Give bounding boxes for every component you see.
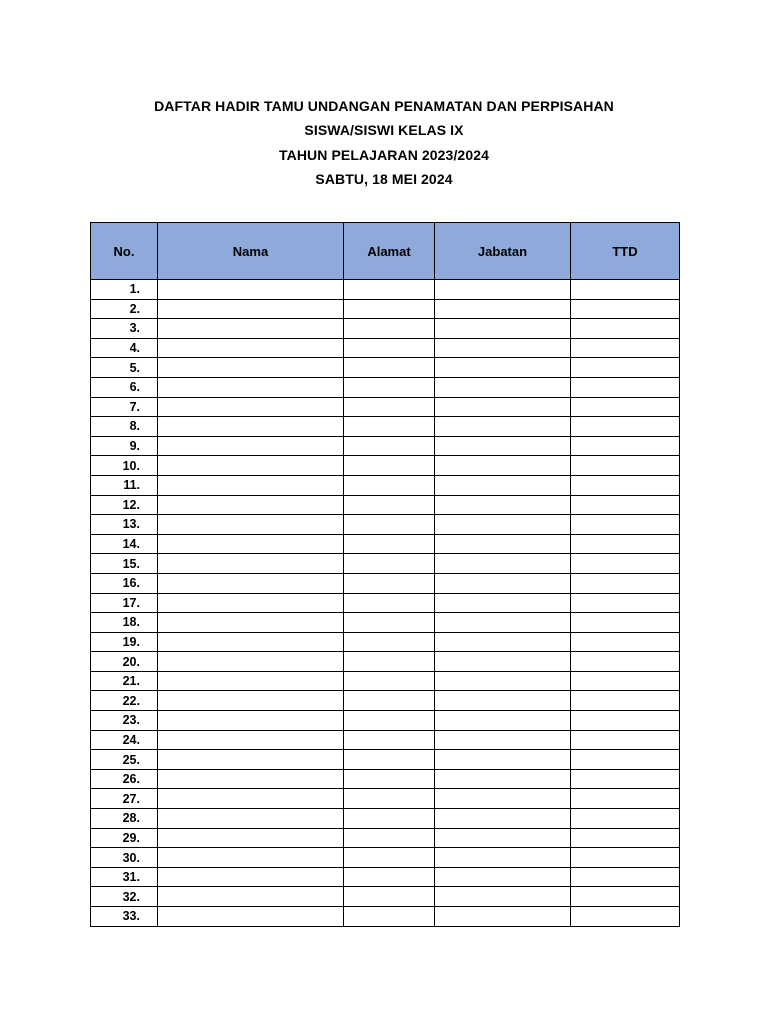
cell-nama[interactable] — [158, 632, 344, 652]
header-nama: Nama — [158, 223, 344, 280]
table-row — [91, 319, 680, 339]
cell-nama[interactable] — [158, 730, 344, 750]
cell-nama[interactable] — [158, 495, 344, 515]
cell-no: 12. — [91, 495, 158, 515]
table-row — [91, 789, 680, 809]
cell-jabatan[interactable] — [435, 495, 571, 515]
cell-alamat[interactable] — [344, 554, 435, 574]
cell-no: 26. — [91, 769, 158, 789]
cell-alamat[interactable] — [344, 319, 435, 339]
cell-no: 32. — [91, 887, 158, 907]
cell-jabatan[interactable] — [435, 417, 571, 437]
cell-alamat[interactable] — [344, 907, 435, 927]
header-row — [91, 223, 680, 280]
cell-no: 30. — [91, 848, 158, 868]
cell-ttd[interactable] — [571, 495, 680, 515]
cell-nama[interactable] — [158, 280, 344, 300]
cell-ttd[interactable] — [571, 809, 680, 829]
cell-no: 25. — [91, 750, 158, 770]
cell-jabatan[interactable] — [435, 554, 571, 574]
cell-ttd[interactable] — [571, 613, 680, 633]
cell-nama[interactable] — [158, 436, 344, 456]
cell-nama[interactable] — [158, 671, 344, 691]
cell-jabatan[interactable] — [435, 769, 571, 789]
cell-jabatan[interactable] — [435, 593, 571, 613]
cell-nama[interactable] — [158, 691, 344, 711]
cell-alamat[interactable] — [344, 887, 435, 907]
cell-alamat[interactable] — [344, 652, 435, 672]
table-row — [91, 436, 680, 456]
cell-ttd[interactable] — [571, 887, 680, 907]
table-row — [91, 515, 680, 535]
title-line-3: TAHUN PELAJARAN 2023/2024 — [279, 146, 489, 163]
cell-alamat[interactable] — [344, 573, 435, 593]
cell-alamat[interactable] — [344, 867, 435, 887]
cell-jabatan[interactable] — [435, 828, 571, 848]
table-row — [91, 299, 680, 319]
cell-ttd[interactable] — [571, 319, 680, 339]
cell-ttd[interactable] — [571, 632, 680, 652]
cell-no: 21. — [91, 671, 158, 691]
cell-alamat[interactable] — [344, 671, 435, 691]
cell-no: 7. — [91, 397, 158, 417]
cell-alamat[interactable] — [344, 495, 435, 515]
cell-no: 27. — [91, 789, 158, 809]
cell-ttd[interactable] — [571, 436, 680, 456]
table-header — [91, 223, 680, 280]
cell-ttd[interactable] — [571, 671, 680, 691]
cell-ttd[interactable] — [571, 652, 680, 672]
header-no: No. — [91, 223, 158, 280]
cell-alamat[interactable] — [344, 417, 435, 437]
cell-alamat[interactable] — [344, 809, 435, 829]
cell-jabatan[interactable] — [435, 573, 571, 593]
cell-alamat[interactable] — [344, 475, 435, 495]
cell-nama[interactable] — [158, 809, 344, 829]
table-row — [91, 534, 680, 554]
table-row — [91, 377, 680, 397]
cell-jabatan[interactable] — [435, 652, 571, 672]
cell-no: 14. — [91, 534, 158, 554]
cell-no: 8. — [91, 417, 158, 437]
table-row — [91, 828, 680, 848]
cell-no: 15. — [91, 554, 158, 574]
cell-no: 24. — [91, 730, 158, 750]
cell-alamat[interactable] — [344, 789, 435, 809]
cell-jabatan[interactable] — [435, 671, 571, 691]
cell-jabatan[interactable] — [435, 750, 571, 770]
cell-no: 6. — [91, 377, 158, 397]
cell-no: 17. — [91, 593, 158, 613]
table-row — [91, 691, 680, 711]
table-row — [91, 769, 680, 789]
cell-no: 2. — [91, 299, 158, 319]
cell-no: 19. — [91, 632, 158, 652]
cell-alamat[interactable] — [344, 711, 435, 731]
table-row — [91, 652, 680, 672]
cell-ttd[interactable] — [571, 456, 680, 476]
cell-no: 31. — [91, 867, 158, 887]
header-alamat: Alamat — [344, 223, 435, 280]
table-row — [91, 907, 680, 927]
table-row — [91, 750, 680, 770]
cell-alamat[interactable] — [344, 456, 435, 476]
cell-ttd[interactable] — [571, 475, 680, 495]
attendance-table — [90, 222, 680, 927]
cell-nama[interactable] — [158, 887, 344, 907]
cell-no: 28. — [91, 809, 158, 829]
cell-ttd[interactable] — [571, 534, 680, 554]
table-row — [91, 848, 680, 868]
cell-jabatan[interactable] — [435, 711, 571, 731]
table-row — [91, 338, 680, 358]
table-row — [91, 573, 680, 593]
cell-alamat[interactable] — [344, 691, 435, 711]
cell-ttd[interactable] — [571, 789, 680, 809]
cell-jabatan[interactable] — [435, 534, 571, 554]
table-row — [91, 417, 680, 437]
table-row — [91, 809, 680, 829]
cell-alamat[interactable] — [344, 299, 435, 319]
cell-nama[interactable] — [158, 515, 344, 535]
table-row — [91, 554, 680, 574]
cell-jabatan[interactable] — [435, 358, 571, 378]
cell-ttd[interactable] — [571, 280, 680, 300]
cell-ttd[interactable] — [571, 338, 680, 358]
cell-jabatan[interactable] — [435, 789, 571, 809]
cell-nama[interactable] — [158, 417, 344, 437]
cell-no: 5. — [91, 358, 158, 378]
table-row — [91, 711, 680, 731]
cell-ttd[interactable] — [571, 573, 680, 593]
table-row — [91, 475, 680, 495]
cell-nama[interactable] — [158, 613, 344, 633]
cell-no: 29. — [91, 828, 158, 848]
table-row — [91, 495, 680, 515]
cell-ttd[interactable] — [571, 593, 680, 613]
cell-no: 16. — [91, 573, 158, 593]
cell-nama[interactable] — [158, 593, 344, 613]
cell-nama[interactable] — [158, 867, 344, 887]
cell-nama[interactable] — [158, 769, 344, 789]
cell-alamat[interactable] — [344, 436, 435, 456]
cell-jabatan[interactable] — [435, 299, 571, 319]
cell-nama[interactable] — [158, 534, 344, 554]
cell-no: 20. — [91, 652, 158, 672]
cell-alamat[interactable] — [344, 593, 435, 613]
cell-nama[interactable] — [158, 338, 344, 358]
cell-jabatan[interactable] — [435, 848, 571, 868]
cell-nama[interactable] — [158, 907, 344, 927]
cell-no: 10. — [91, 456, 158, 476]
table-row — [91, 397, 680, 417]
table-row — [91, 456, 680, 476]
cell-ttd[interactable] — [571, 515, 680, 535]
table-row — [91, 671, 680, 691]
cell-ttd[interactable] — [571, 848, 680, 868]
cell-alamat[interactable] — [344, 534, 435, 554]
table-row — [91, 593, 680, 613]
header-ttd: TTD — [571, 223, 680, 280]
cell-no: 13. — [91, 515, 158, 535]
cell-ttd[interactable] — [571, 828, 680, 848]
cell-alamat[interactable] — [344, 377, 435, 397]
cell-alamat[interactable] — [344, 769, 435, 789]
cell-no: 3. — [91, 319, 158, 339]
table-row — [91, 358, 680, 378]
cell-jabatan[interactable] — [435, 436, 571, 456]
cell-no: 18. — [91, 613, 158, 633]
cell-nama[interactable] — [158, 554, 344, 574]
table-row — [91, 887, 680, 907]
cell-jabatan[interactable] — [435, 475, 571, 495]
cell-nama[interactable] — [158, 750, 344, 770]
cell-jabatan[interactable] — [435, 397, 571, 417]
cell-no: 33. — [91, 907, 158, 927]
cell-nama[interactable] — [158, 319, 344, 339]
cell-ttd[interactable] — [571, 730, 680, 750]
cell-nama[interactable] — [158, 358, 344, 378]
cell-alamat[interactable] — [344, 358, 435, 378]
document-title — [0, 94, 768, 191]
table-row — [91, 867, 680, 887]
cell-alamat[interactable] — [344, 730, 435, 750]
cell-ttd[interactable] — [571, 377, 680, 397]
table-body — [91, 280, 680, 927]
cell-jabatan[interactable] — [435, 377, 571, 397]
cell-alamat[interactable] — [344, 280, 435, 300]
cell-nama[interactable] — [158, 377, 344, 397]
cell-alamat[interactable] — [344, 848, 435, 868]
cell-jabatan[interactable] — [435, 338, 571, 358]
cell-alamat[interactable] — [344, 613, 435, 633]
cell-no: 22. — [91, 691, 158, 711]
cell-jabatan[interactable] — [435, 632, 571, 652]
cell-nama[interactable] — [158, 828, 344, 848]
cell-no: 1. — [91, 280, 158, 300]
cell-jabatan[interactable] — [435, 319, 571, 339]
cell-jabatan[interactable] — [435, 730, 571, 750]
cell-jabatan[interactable] — [435, 613, 571, 633]
cell-nama[interactable] — [158, 711, 344, 731]
cell-jabatan[interactable] — [435, 456, 571, 476]
cell-alamat[interactable] — [344, 515, 435, 535]
cell-jabatan[interactable] — [435, 887, 571, 907]
cell-ttd[interactable] — [571, 867, 680, 887]
cell-nama[interactable] — [158, 299, 344, 319]
cell-ttd[interactable] — [571, 417, 680, 437]
cell-ttd[interactable] — [571, 769, 680, 789]
cell-ttd[interactable] — [571, 397, 680, 417]
title-line-4: SABTU, 18 MEI 2024 — [315, 170, 453, 187]
table-row — [91, 280, 680, 300]
table-row — [91, 632, 680, 652]
cell-ttd[interactable] — [571, 711, 680, 731]
cell-ttd[interactable] — [571, 358, 680, 378]
cell-ttd[interactable] — [571, 907, 680, 927]
cell-alamat[interactable] — [344, 750, 435, 770]
cell-nama[interactable] — [158, 397, 344, 417]
cell-no: 11. — [91, 475, 158, 495]
cell-ttd[interactable] — [571, 554, 680, 574]
cell-nama[interactable] — [158, 789, 344, 809]
cell-ttd[interactable] — [571, 691, 680, 711]
cell-jabatan[interactable] — [435, 907, 571, 927]
cell-jabatan[interactable] — [435, 280, 571, 300]
title-line-2: SISWA/SISWI KELAS IX — [304, 122, 464, 139]
header-jabatan: Jabatan — [435, 223, 571, 280]
cell-alamat[interactable] — [344, 632, 435, 652]
cell-no: 9. — [91, 436, 158, 456]
cell-ttd[interactable] — [571, 299, 680, 319]
cell-ttd[interactable] — [571, 750, 680, 770]
cell-nama[interactable] — [158, 848, 344, 868]
cell-no: 23. — [91, 711, 158, 731]
cell-nama[interactable] — [158, 475, 344, 495]
cell-jabatan[interactable] — [435, 691, 571, 711]
cell-nama[interactable] — [158, 456, 344, 476]
table-row — [91, 730, 680, 750]
cell-jabatan[interactable] — [435, 515, 571, 535]
cell-jabatan[interactable] — [435, 867, 571, 887]
cell-nama[interactable] — [158, 652, 344, 672]
cell-nama[interactable] — [158, 573, 344, 593]
cell-no: 4. — [91, 338, 158, 358]
cell-alamat[interactable] — [344, 828, 435, 848]
title-line-1: DAFTAR HADIR TAMU UNDANGAN PENAMATAN DAN PERPISAHAN — [154, 98, 614, 114]
cell-jabatan[interactable] — [435, 809, 571, 829]
table-row — [91, 613, 680, 633]
cell-alamat[interactable] — [344, 338, 435, 358]
cell-alamat[interactable] — [344, 397, 435, 417]
